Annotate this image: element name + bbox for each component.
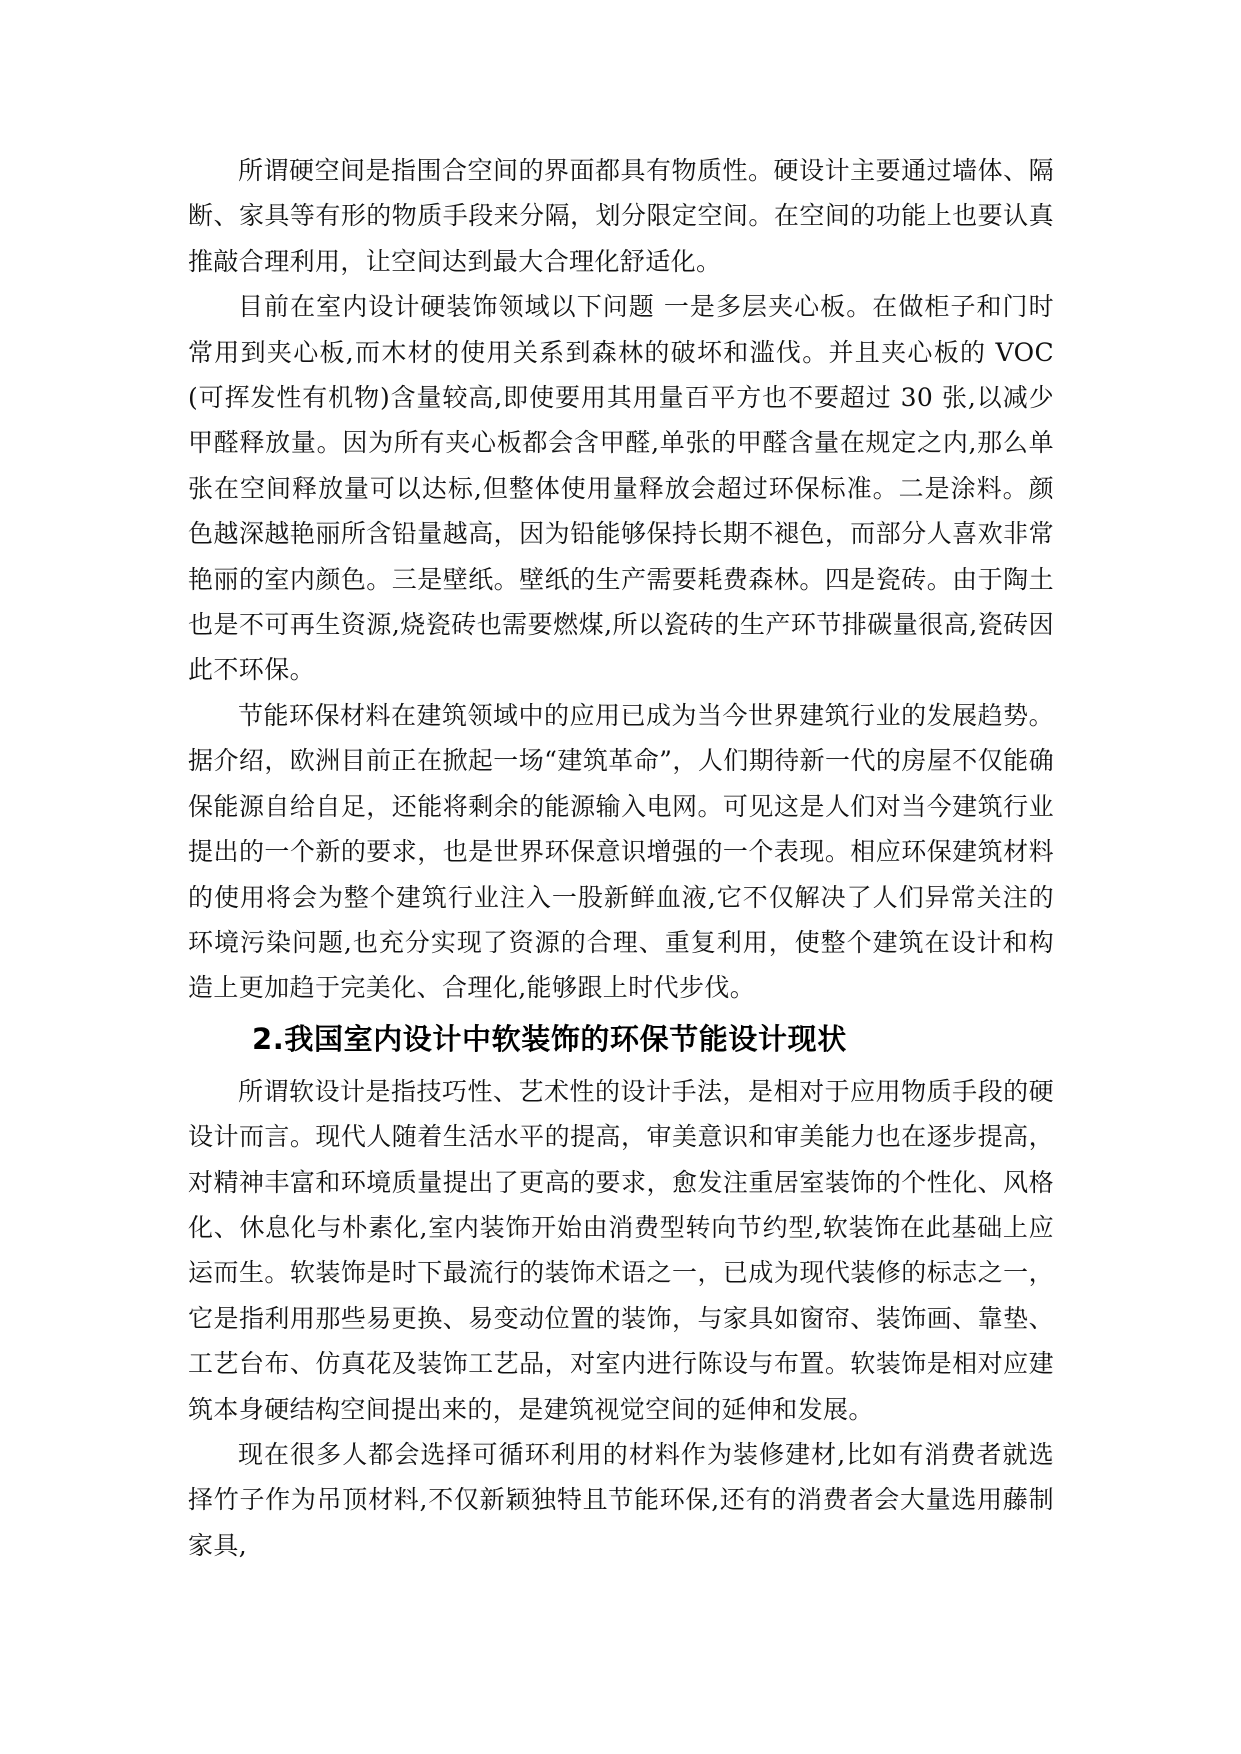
section-heading: 2.我国室内设计中软装饰的环保节能设计现状 (252, 1021, 847, 1056)
document-body (188, 148, 1054, 1568)
paragraph-hard-space-definition: 所谓硬空间是指围合空间的界面都具有物质性。硬设计主要通过墙体、隔断、家具等有形的物质手段来分隔，划分限定空间。在空间的功能上也要认真推敲合理利用，让空间达到最大合理化舒适化。 (188, 156, 1054, 276)
paragraph-eco-materials-trend: 节能环保材料在建筑领域中的应用已成为当今世界建筑行业的发展趋势。据介绍，欧洲目前正在掀起一场“建筑革命”，人们期待新一代的房屋不仅能确保能源自给自足，还能将剩余的能源输入电网。可见这是人们对当今建筑行业提出的一个新的要求，也是世界环保意识增强的一个表现。相应环保建筑材料的使用将会为整个建筑行业注入一股新鲜血液,它不仅解决了人们异常关注的环境污染问题,也充分实现了资源的合理、重复利用，使整个建筑在设计和构造上更加趋于完美化、合理化,能够跟上时代步伐。 (188, 700, 1054, 1003)
paragraph-hard-decoration-problems: 目前在室内设计硬装饰领域以下问题 一是多层夹心板。在做柜子和门时常用到夹心板,而木材的使用关系到森林的破坏和滥伐。并且夹心板的 VOC(可挥发性有机物)含量较高,即使要用其用量百平方也不要超过 30 张,以减少甲醛释放量。因为所有夹心板都会含甲醛,单张的甲醛含量在规定之内,那么单张在空间释放量可以达标,但整体使用量释放会超过环保标准。二是涂料。颜色越深越艳丽所含铅量越高，因为铅能够保持长期不褪色，而部分人喜欢非常艳丽的室内颜色。三是壁纸。壁纸的生产需要耗费森林。四是瓷砖。由于陶土也是不可再生资源,烧瓷砖也需要燃煤,所以瓷砖的生产环节排碳量很高,瓷砖因此不环保。 (188, 292, 1054, 685)
paragraph-recyclable-materials: 现在很多人都会选择可循环利用的材料作为装修建材,比如有消费者就选择竹子作为吊顶材料,不仅新颖独特且节能环保,还有的消费者会大量选用藤制家具, (188, 1439, 1054, 1560)
paragraph-soft-design-definition: 所谓软设计是指技巧性、艺术性的设计手法，是相对于应用物质手段的硬设计而言。现代人随着生活水平的提高，审美意识和审美能力也在逐步提高，对精神丰富和环境质量提出了更高的要求，愈发注重居室装饰的个性化、风格化、休息化与朴素化,室内装饰开始由消费型转向节约型,软装饰在此基础上应运而生。软装饰是时下最流行的装饰术语之一，已成为现代装修的标志之一，它是指利用那些易更换、易变动位置的装饰，与家具如窗帘、装饰画、靠垫、工艺台布、仿真花及装饰工艺品，对室内进行陈设与布置。软装饰是相对应建筑本身硬结构空间提出来的，是建筑视觉空间的延伸和发展。 (188, 1076, 1054, 1424)
